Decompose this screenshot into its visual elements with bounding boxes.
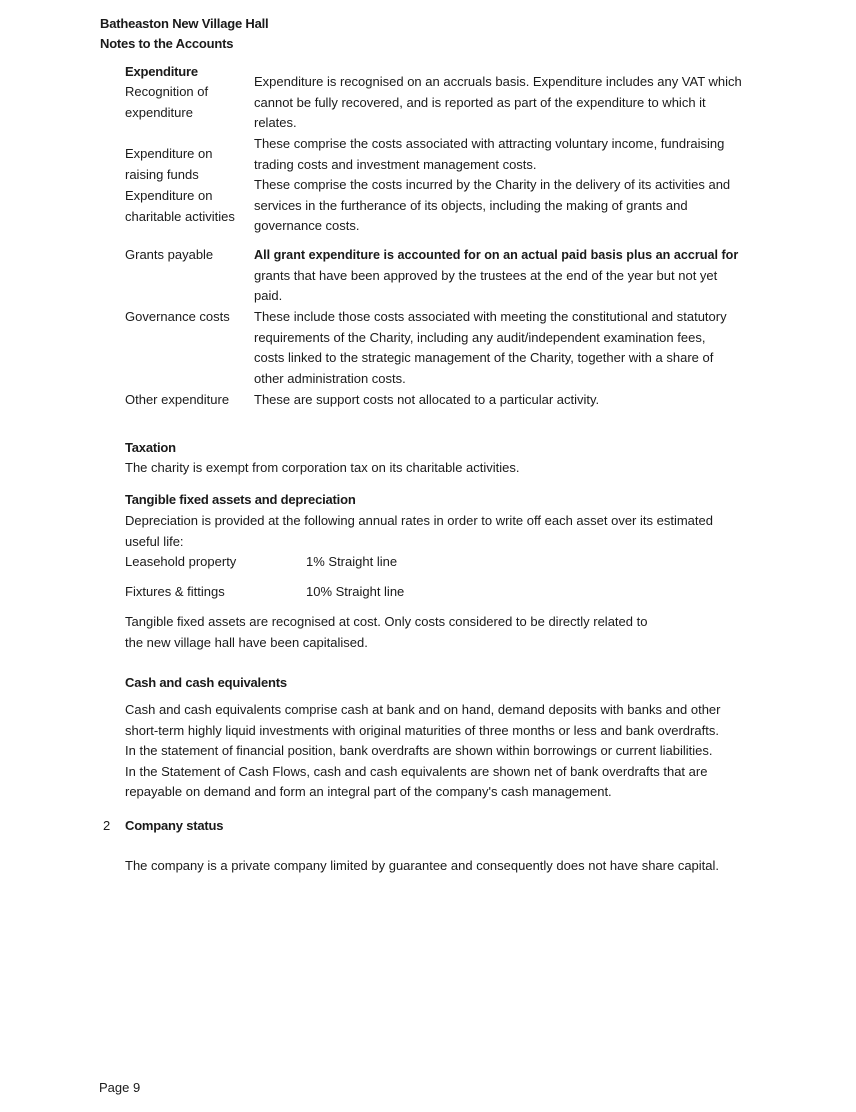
label-grants-payable: Grants payable: [125, 247, 214, 262]
rate-value-fixtures: 10% Straight line: [306, 584, 405, 599]
page-number: Page 9: [99, 1080, 141, 1095]
document-subtitle: Notes to the Accounts: [100, 36, 234, 51]
rate-value-leasehold: 1% Straight line: [306, 554, 398, 569]
label-governance-costs: Governance costs: [125, 309, 230, 324]
text-other-expenditure: These are support costs not allocated to a particular activity.: [254, 392, 600, 407]
rate-asset-leasehold: Leasehold property: [125, 554, 237, 569]
label-other-expenditure: Other expenditure: [125, 392, 230, 407]
fixed-assets-intro: Depreciation is provided at the following annual rates in order to write off each asset over its estimated useful life:: [125, 513, 713, 549]
text-governance-costs: These include those costs associated with meeting the constitutional and statutory requirements of the Charity, including any audit/independent examination fees, costs linked to the strategic management of the Charity, together with a share of other administration costs.: [254, 309, 727, 386]
text-expenditure-charitable-activities: These comprise the costs incurred by the Charity in the delivery of its activities and services in the furtherance of its objects, including the making of grants and governance costs.: [254, 177, 731, 233]
cash-heading: Cash and cash equivalents: [125, 675, 287, 690]
taxation-text: The charity is exempt from corporation tax on its charitable activities.: [125, 460, 520, 475]
company-status-text: The company is a private company limited by guarantee and consequently does not have share capital.: [125, 858, 720, 873]
text-grants-payable: All grant expenditure is accounted for on an actual paid basis plus an accrual for grants that have been approved by the trustees at the end of the year but not yet paid.: [254, 248, 739, 303]
taxation-heading: Taxation: [125, 440, 176, 455]
label-expenditure-charitable-activities: Expenditure on charitable activities: [125, 188, 235, 224]
text-recognition-of-expenditure: Expenditure is recognised on an accruals basis. Expenditure includes any VAT which cannot be fully recovered, and is reported as part of the expenditure to which it relates.: [254, 74, 742, 130]
section-number: 2: [103, 818, 111, 833]
expenditure-heading: Expenditure: [125, 64, 198, 79]
fixed-assets-heading: Tangible fixed assets and depreciation: [125, 492, 356, 507]
document-title: Batheaston New Village Hall: [100, 16, 269, 31]
fixed-assets-note: Tangible fixed assets are recognised at cost. Only costs considered to be directly related to the new village hall have been capitalised.: [125, 614, 648, 650]
label-recognition-of-expenditure: Recognition of expenditure: [125, 84, 209, 120]
cash-text: Cash and cash equivalents comprise cash at bank and on hand, demand deposits with banks and other short-term highly liquid investments with original maturities of three months or less and bank overdrafts. In the statement of financial position, bank overdrafts are shown within borrowings or current liabilities. In the Statement of Cash Flows, cash and cash equivalents are shown net of bank overdrafts that are repayable on demand and form an integral part of the company's cash management.: [125, 702, 721, 799]
label-expenditure-raising-funds: Expenditure on raising funds: [125, 146, 213, 182]
company-status-heading: Company status: [125, 818, 224, 833]
rate-asset-fixtures: Fixtures & fittings: [125, 584, 225, 599]
text-expenditure-raising-funds: These comprise the costs associated with attracting voluntary income, fundraising trading costs and investment management costs.: [254, 136, 725, 172]
